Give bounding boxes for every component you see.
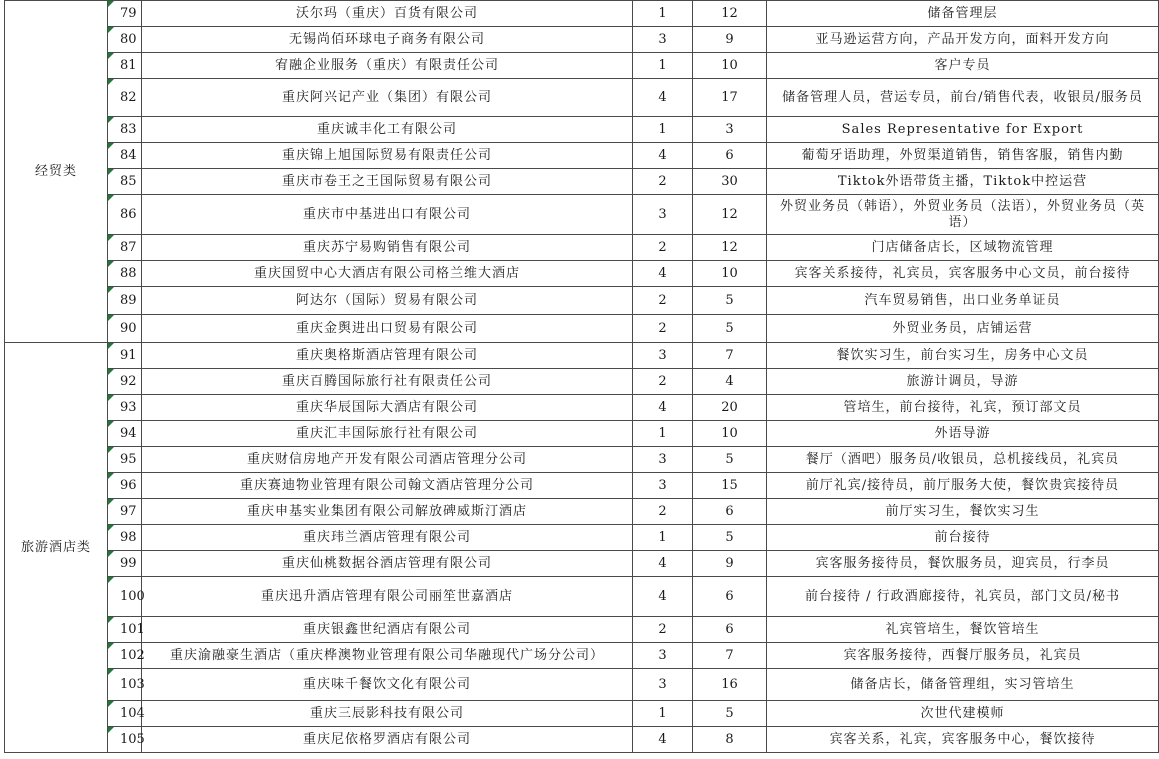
col-b-value: 10 bbox=[693, 261, 767, 287]
col-a-value: 2 bbox=[633, 287, 693, 315]
company-name: 重庆申基实业集团有限公司解放碑威斯汀酒店 bbox=[142, 499, 633, 525]
company-name: 沃尔玛（重庆）百货有限公司 bbox=[142, 1, 633, 27]
positions: 管培生，前台接待，礼宾，预订部文员 bbox=[767, 395, 1159, 421]
positions: 宾客服务接待员，餐饮服务员，迎宾员，行李员 bbox=[767, 551, 1159, 577]
col-a-value: 3 bbox=[633, 447, 693, 473]
positions: 宾客关系，礼宾，宾客服务中心，餐饮接待 bbox=[767, 727, 1159, 753]
col-a-value: 3 bbox=[633, 669, 693, 701]
col-b-value: 5 bbox=[693, 447, 767, 473]
row-number: 103 bbox=[108, 669, 142, 701]
company-name: 宥融企业服务（重庆）有限责任公司 bbox=[142, 53, 633, 79]
positions: 储备管理人员，营运专员，前台/销售代表，收银员/服务员 bbox=[767, 79, 1159, 117]
company-name: 重庆赛迪物业管理有限公司翰文酒店管理分公司 bbox=[142, 473, 633, 499]
row-number: 91 bbox=[108, 343, 142, 369]
col-a-value: 3 bbox=[633, 195, 693, 235]
positions: 葡萄牙语助理，外贸渠道销售，销售客服，销售内勤 bbox=[767, 143, 1159, 169]
positions: 次世代建模师 bbox=[767, 701, 1159, 727]
positions: 亚马逊运营方向，产品开发方向，面料开发方向 bbox=[767, 27, 1159, 53]
col-a-value: 1 bbox=[633, 53, 693, 79]
col-a-value: 1 bbox=[633, 701, 693, 727]
col-b-value: 7 bbox=[693, 643, 767, 669]
row-number: 92 bbox=[108, 369, 142, 395]
company-name: 重庆银鑫世纪酒店有限公司 bbox=[142, 617, 633, 643]
row-number: 90 bbox=[108, 315, 142, 343]
company-name: 重庆财信房地产开发有限公司酒店管理分公司 bbox=[142, 447, 633, 473]
row-number: 89 bbox=[108, 287, 142, 315]
company-name: 重庆仙桃数据谷酒店管理有限公司 bbox=[142, 551, 633, 577]
col-a-value: 4 bbox=[633, 577, 693, 617]
positions: 宾客服务接待，西餐厅服务员，礼宾员 bbox=[767, 643, 1159, 669]
row-number: 79 bbox=[108, 1, 142, 27]
col-a-value: 2 bbox=[633, 235, 693, 261]
col-b-value: 9 bbox=[693, 551, 767, 577]
col-b-value: 12 bbox=[693, 235, 767, 261]
col-a-value: 1 bbox=[633, 1, 693, 27]
positions: 餐饮实习生，前台实习生，房务中心文员 bbox=[767, 343, 1159, 369]
row-number: 96 bbox=[108, 473, 142, 499]
row-number: 104 bbox=[108, 701, 142, 727]
col-a-value: 3 bbox=[633, 473, 693, 499]
row-number: 100 bbox=[108, 577, 142, 617]
company-name: 重庆国贸中心大酒店有限公司格兰维大酒店 bbox=[142, 261, 633, 287]
col-b-value: 3 bbox=[693, 117, 767, 143]
positions: 旅游计调员，导游 bbox=[767, 369, 1159, 395]
col-b-value: 7 bbox=[693, 343, 767, 369]
positions: 外贸业务员（韩语），外贸业务员（法语），外贸业务员（英语） bbox=[767, 195, 1159, 235]
row-number: 93 bbox=[108, 395, 142, 421]
company-name: 重庆汇丰国际旅行社有限公司 bbox=[142, 421, 633, 447]
positions: 礼宾管培生，餐饮管培生 bbox=[767, 617, 1159, 643]
positions: 外贸业务员，店铺运营 bbox=[767, 315, 1159, 343]
positions: Sales Representative for Export bbox=[767, 117, 1159, 143]
col-a-value: 2 bbox=[633, 169, 693, 195]
col-a-value: 2 bbox=[633, 499, 693, 525]
col-b-value: 6 bbox=[693, 577, 767, 617]
col-a-value: 2 bbox=[633, 315, 693, 343]
positions: 前台接待 / 行政酒廊接待，礼宾员，部门文员/秘书 bbox=[767, 577, 1159, 617]
col-a-value: 4 bbox=[633, 261, 693, 287]
row-number: 102 bbox=[108, 643, 142, 669]
col-b-value: 5 bbox=[693, 287, 767, 315]
positions: 门店储备店长，区域物流管理 bbox=[767, 235, 1159, 261]
col-b-value: 20 bbox=[693, 395, 767, 421]
row-number: 105 bbox=[108, 727, 142, 753]
col-a-value: 3 bbox=[633, 343, 693, 369]
col-b-value: 5 bbox=[693, 315, 767, 343]
positions: 储备店长，储备管理组，实习管培生 bbox=[767, 669, 1159, 701]
company-name: 重庆苏宁易购销售有限公司 bbox=[142, 235, 633, 261]
row-number: 81 bbox=[108, 53, 142, 79]
row-number: 84 bbox=[108, 143, 142, 169]
col-b-value: 12 bbox=[693, 195, 767, 235]
col-b-value: 10 bbox=[693, 421, 767, 447]
col-a-value: 1 bbox=[633, 525, 693, 551]
company-name: 重庆迅升酒店管理有限公司丽笙世嘉酒店 bbox=[142, 577, 633, 617]
row-number: 88 bbox=[108, 261, 142, 287]
row-number: 82 bbox=[108, 79, 142, 117]
col-a-value: 4 bbox=[633, 551, 693, 577]
job-table bbox=[4, 0, 1159, 753]
col-a-value: 3 bbox=[633, 643, 693, 669]
company-name: 重庆渝融豪生酒店（重庆桦澳物业管理有限公司华融现代广场分公司） bbox=[142, 643, 633, 669]
company-name: 重庆百腾国际旅行社有限责任公司 bbox=[142, 369, 633, 395]
company-name: 重庆奥格斯酒店管理有限公司 bbox=[142, 343, 633, 369]
col-a-value: 1 bbox=[633, 117, 693, 143]
row-number: 98 bbox=[108, 525, 142, 551]
col-a-value: 4 bbox=[633, 395, 693, 421]
category-cell: 旅游酒店类 bbox=[5, 343, 108, 753]
company-name: 重庆尼依格罗酒店有限公司 bbox=[142, 727, 633, 753]
company-name: 无锡尚佰环球电子商务有限公司 bbox=[142, 27, 633, 53]
positions: 前厅礼宾/接待员，前厅服务大使，餐饮贵宾接待员 bbox=[767, 473, 1159, 499]
company-name: 重庆华辰国际大酒店有限公司 bbox=[142, 395, 633, 421]
company-name: 重庆三辰影科技有限公司 bbox=[142, 701, 633, 727]
col-b-value: 17 bbox=[693, 79, 767, 117]
company-name: 阿达尔（国际）贸易有限公司 bbox=[142, 287, 633, 315]
col-b-value: 16 bbox=[693, 669, 767, 701]
col-b-value: 5 bbox=[693, 525, 767, 551]
row-number: 95 bbox=[108, 447, 142, 473]
row-number: 80 bbox=[108, 27, 142, 53]
col-b-value: 15 bbox=[693, 473, 767, 499]
company-name: 重庆市中基进出口有限公司 bbox=[142, 195, 633, 235]
col-b-value: 30 bbox=[693, 169, 767, 195]
company-name: 重庆金舆进出口贸易有限公司 bbox=[142, 315, 633, 343]
positions: 前台接待 bbox=[767, 525, 1159, 551]
col-b-value: 8 bbox=[693, 727, 767, 753]
positions: Tiktok外语带货主播，Tiktok中控运营 bbox=[767, 169, 1159, 195]
col-a-value: 2 bbox=[633, 369, 693, 395]
company-name: 重庆玮兰酒店管理有限公司 bbox=[142, 525, 633, 551]
row-number: 97 bbox=[108, 499, 142, 525]
positions: 汽车贸易销售，出口业务单证员 bbox=[767, 287, 1159, 315]
company-name: 重庆味千餐饮文化有限公司 bbox=[142, 669, 633, 701]
row-number: 83 bbox=[108, 117, 142, 143]
row-number: 101 bbox=[108, 617, 142, 643]
row-number: 85 bbox=[108, 169, 142, 195]
col-b-value: 9 bbox=[693, 27, 767, 53]
positions: 外语导游 bbox=[767, 421, 1159, 447]
positions: 餐厅（酒吧）服务员/收银员，总机接线员，礼宾员 bbox=[767, 447, 1159, 473]
company-name: 重庆市卷王之王国际贸易有限公司 bbox=[142, 169, 633, 195]
company-name: 重庆锦上旭国际贸易有限责任公司 bbox=[142, 143, 633, 169]
positions: 前厅实习生，餐饮实习生 bbox=[767, 499, 1159, 525]
col-b-value: 6 bbox=[693, 143, 767, 169]
row-number: 86 bbox=[108, 195, 142, 235]
col-a-value: 4 bbox=[633, 79, 693, 117]
company-name: 重庆诚丰化工有限公司 bbox=[142, 117, 633, 143]
col-a-value: 2 bbox=[633, 617, 693, 643]
positions: 客户专员 bbox=[767, 53, 1159, 79]
col-a-value: 4 bbox=[633, 727, 693, 753]
positions: 储备管理层 bbox=[767, 1, 1159, 27]
col-b-value: 10 bbox=[693, 53, 767, 79]
row-number: 94 bbox=[108, 421, 142, 447]
col-b-value: 12 bbox=[693, 1, 767, 27]
col-a-value: 3 bbox=[633, 27, 693, 53]
col-a-value: 4 bbox=[633, 143, 693, 169]
company-name: 重庆阿兴记产业（集团）有限公司 bbox=[142, 79, 633, 117]
col-b-value: 6 bbox=[693, 499, 767, 525]
col-a-value: 1 bbox=[633, 421, 693, 447]
positions: 宾客关系接待，礼宾员，宾客服务中心文员，前台接待 bbox=[767, 261, 1159, 287]
col-b-value: 5 bbox=[693, 701, 767, 727]
col-b-value: 6 bbox=[693, 617, 767, 643]
category-cell: 经贸类 bbox=[5, 1, 108, 343]
col-b-value: 4 bbox=[693, 369, 767, 395]
row-number: 87 bbox=[108, 235, 142, 261]
row-number: 99 bbox=[108, 551, 142, 577]
